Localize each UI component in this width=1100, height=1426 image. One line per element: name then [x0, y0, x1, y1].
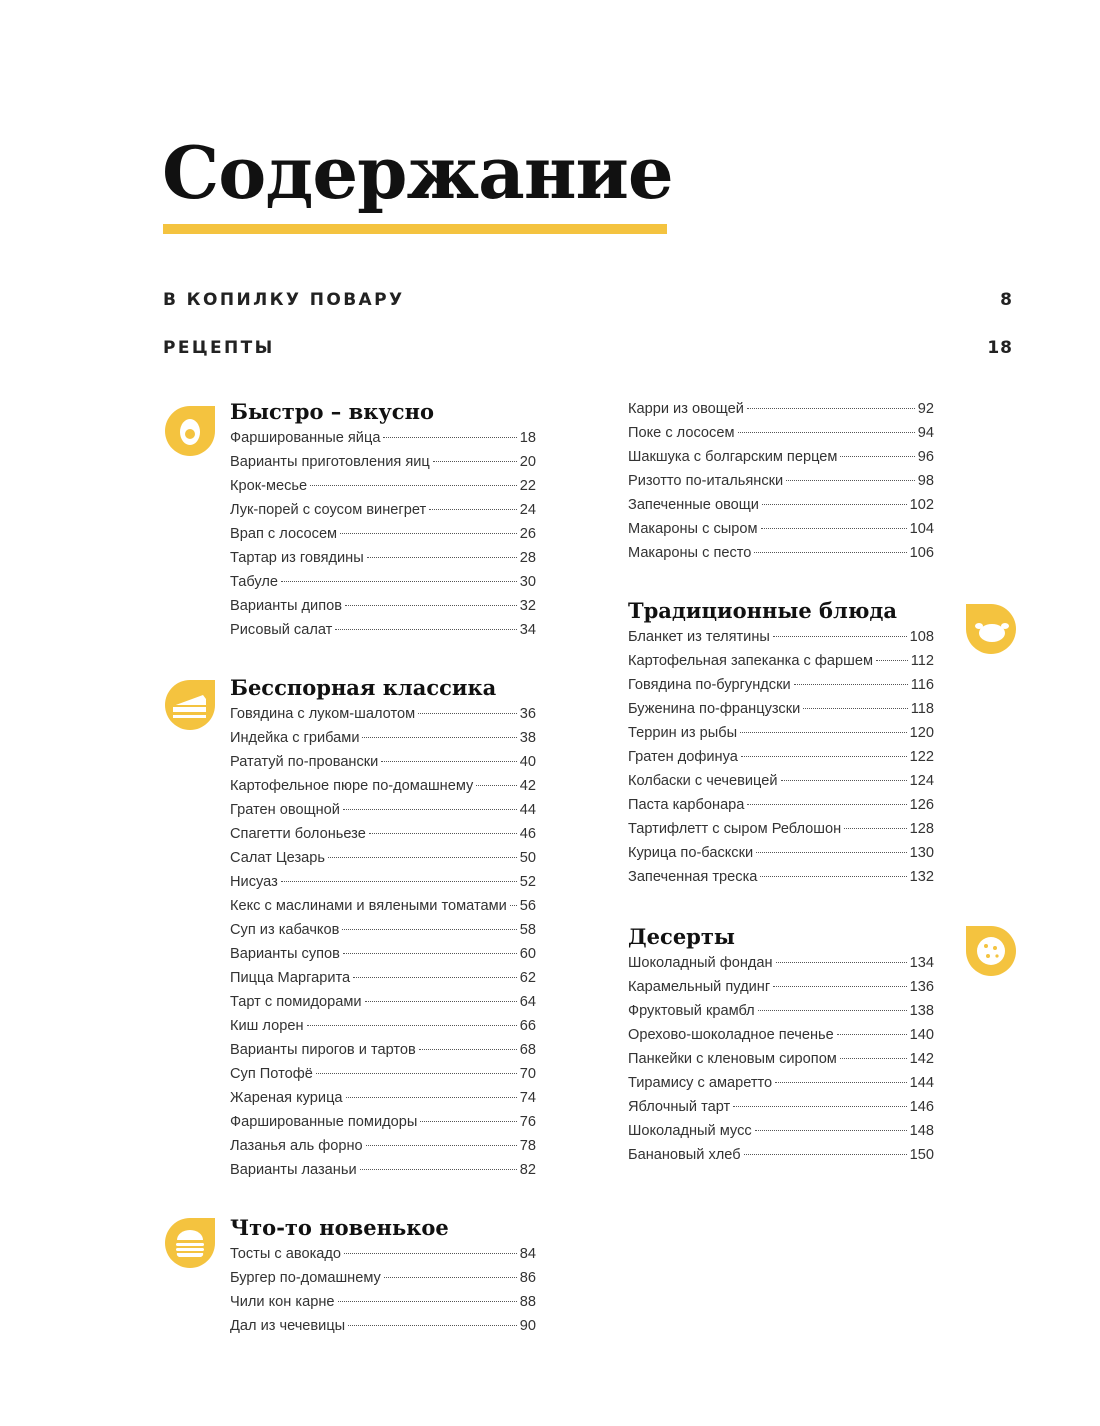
- entry-title: Лук-порей с соусом винегрет: [230, 502, 427, 518]
- toc-entry[interactable]: [230, 798, 536, 822]
- dot-leader: [773, 636, 907, 637]
- dot-leader: [429, 509, 517, 510]
- entry-page-number: 30: [519, 574, 536, 590]
- dot-leader: [744, 1154, 907, 1155]
- entry-title: Банановый хлеб: [628, 1147, 741, 1163]
- entry-page-number: 98: [917, 473, 934, 489]
- entry-title: Фаршированные яйца: [230, 430, 381, 446]
- dot-leader: [762, 504, 907, 505]
- entry-title: Паста карбонара: [628, 797, 745, 813]
- toc-entry[interactable]: [628, 445, 934, 469]
- entry-title: Макароны с песто: [628, 545, 752, 561]
- entry-title: Суп Потофё: [230, 1066, 313, 1082]
- section-continued: [628, 397, 934, 565]
- entry-title: Буженина по-французски: [628, 701, 801, 717]
- entry-page-number: 104: [909, 521, 934, 537]
- toc-entry[interactable]: [628, 1143, 934, 1167]
- dot-leader: [840, 456, 914, 457]
- section-desserts: [628, 923, 934, 1167]
- entry-title: Бургер по-домашнему: [230, 1270, 381, 1286]
- toc-entry[interactable]: [628, 951, 934, 975]
- entry-title: Фаршированные помидоры: [230, 1114, 418, 1130]
- entry-page-number: 36: [519, 706, 536, 722]
- toc-entry-recipes[interactable]: [163, 336, 1013, 360]
- entry-title: Варианты супов: [230, 946, 340, 962]
- entry-title: Варианты пирогов и тартов: [230, 1042, 416, 1058]
- section-new: [230, 1214, 536, 1338]
- section-title: Что-то новенькое: [230, 1215, 449, 1240]
- entry-page-number: 108: [909, 629, 934, 645]
- entry-title: Кекс с маслинами и вялеными томатами: [230, 898, 507, 914]
- entry-title: Макароны с сыром: [628, 521, 758, 537]
- toc-entry[interactable]: [230, 1014, 536, 1038]
- entry-title: Панкейки с кленовым сиропом: [628, 1051, 837, 1067]
- entry-title: Говядина с луком-шалотом: [230, 706, 416, 722]
- entry-page-number: 106: [909, 545, 934, 561]
- dot-leader: [747, 804, 906, 805]
- toc-entry[interactable]: [230, 450, 536, 474]
- dot-leader: [316, 1073, 517, 1074]
- dot-leader: [366, 1145, 517, 1146]
- toc-entry[interactable]: [628, 1071, 934, 1095]
- entry-page-number: 46: [519, 826, 536, 842]
- entry-title: Киш лорен: [230, 1018, 304, 1034]
- entry-page-number: 138: [909, 1003, 934, 1019]
- entry-title: Варианты дипов: [230, 598, 342, 614]
- dot-leader: [476, 785, 516, 786]
- dot-leader: [365, 1001, 517, 1002]
- entry-page-number: 28: [519, 550, 536, 566]
- toc-entry[interactable]: [628, 397, 934, 421]
- toc-entry-label: В КОПИЛКУ ПОВАРУ: [163, 290, 405, 310]
- entry-title: Карамельный пудинг: [628, 979, 771, 995]
- toc-entry[interactable]: [628, 541, 934, 565]
- dot-leader: [360, 1169, 517, 1170]
- dot-leader: [362, 737, 516, 738]
- dot-leader: [367, 557, 517, 558]
- dot-leader: [761, 528, 907, 529]
- entry-title: Жареная курица: [230, 1090, 343, 1106]
- entry-page-number: 74: [519, 1090, 536, 1106]
- toc-entry[interactable]: [628, 999, 934, 1023]
- dot-leader: [510, 905, 517, 906]
- toc-entry[interactable]: [230, 774, 536, 798]
- toc-entry[interactable]: [230, 1314, 536, 1338]
- dot-leader: [837, 1034, 907, 1035]
- entry-page-number: 22: [519, 478, 536, 494]
- toc-entry[interactable]: [230, 846, 536, 870]
- toc-entry[interactable]: [230, 894, 536, 918]
- entry-title: Тарт с помидорами: [230, 994, 362, 1010]
- recipe-list: [230, 702, 536, 1182]
- entry-page-number: 124: [909, 773, 934, 789]
- entry-page-number: 112: [910, 653, 934, 669]
- entry-page-number: 60: [519, 946, 536, 962]
- toc-entry[interactable]: [628, 841, 934, 865]
- toc-entry[interactable]: [628, 625, 934, 649]
- section-title: Традиционные блюда: [628, 598, 898, 623]
- dot-leader: [754, 552, 906, 553]
- dot-leader: [335, 629, 516, 630]
- entry-page-number: 52: [519, 874, 536, 890]
- entry-title: Спагетти болоньезе: [230, 826, 366, 842]
- toc-entry[interactable]: [628, 1119, 934, 1143]
- entry-title: Гратен овощной: [230, 802, 340, 818]
- dot-leader: [353, 977, 517, 978]
- toc-entry[interactable]: [628, 517, 934, 541]
- entry-page-number: 56: [519, 898, 536, 914]
- entry-page-number: 84: [519, 1246, 536, 1262]
- entry-page-number: 34: [519, 622, 536, 638]
- entry-page-number: 40: [519, 754, 536, 770]
- entry-page-number: 96: [917, 449, 934, 465]
- entry-page-number: 146: [909, 1099, 934, 1115]
- entry-page-number: 86: [519, 1270, 536, 1286]
- dot-leader: [348, 1325, 517, 1326]
- entry-page-number: 142: [909, 1051, 934, 1067]
- entry-page-number: 150: [909, 1147, 934, 1163]
- entry-title: Табуле: [230, 574, 279, 590]
- entry-title: Тирамису с амаретто: [628, 1075, 773, 1091]
- section-title: Десерты: [628, 924, 735, 949]
- dot-leader: [384, 1277, 517, 1278]
- dot-leader: [756, 852, 907, 853]
- toc-entry[interactable]: [230, 1086, 536, 1110]
- toc-entry[interactable]: [628, 817, 934, 841]
- toc-entry[interactable]: [230, 1266, 536, 1290]
- dot-leader: [281, 881, 517, 882]
- toc-entry[interactable]: [230, 942, 536, 966]
- entry-page-number: 88: [519, 1294, 536, 1310]
- toc-entry[interactable]: [628, 1047, 934, 1071]
- entry-title: Карри из овощей: [628, 401, 744, 417]
- toc-entry-page: 18: [987, 338, 1013, 358]
- recipe-list: [628, 625, 934, 889]
- entry-title: Яблочный тарт: [628, 1099, 731, 1115]
- dot-leader: [747, 408, 915, 409]
- entry-page-number: 136: [909, 979, 934, 995]
- toc-entry[interactable]: [230, 870, 536, 894]
- toc-entry[interactable]: [230, 498, 536, 522]
- dot-leader: [794, 684, 908, 685]
- entry-title: Шакшука с болгарским перцем: [628, 449, 838, 465]
- entry-title: Варианты лазаньи: [230, 1162, 357, 1178]
- toc-entry[interactable]: [230, 702, 536, 726]
- entry-title: Врап с лососем: [230, 526, 338, 542]
- entry-page-number: 140: [909, 1027, 934, 1043]
- entry-page-number: 82: [519, 1162, 536, 1178]
- entry-page-number: 24: [519, 502, 536, 518]
- entry-page-number: 128: [909, 821, 934, 837]
- toc-entry[interactable]: [628, 421, 934, 445]
- entry-page-number: 44: [519, 802, 536, 818]
- entry-page-number: 120: [909, 725, 934, 741]
- entry-page-number: 38: [519, 730, 536, 746]
- dot-leader: [369, 833, 517, 834]
- entry-title: Салат Цезарь: [230, 850, 325, 866]
- dot-leader: [383, 437, 516, 438]
- entry-title: Запеченная треска: [628, 869, 758, 885]
- entry-title: Террин из рыбы: [628, 725, 738, 741]
- dot-leader: [381, 761, 516, 762]
- entry-title: Рисовый салат: [230, 622, 333, 638]
- toc-entry[interactable]: [628, 493, 934, 517]
- entry-title: Ризотто по-итальянски: [628, 473, 784, 489]
- recipe-list: [230, 1242, 536, 1338]
- entry-page-number: 18: [519, 430, 536, 446]
- entry-title: Тартифлетт с сыром Реблошон: [628, 821, 842, 837]
- entry-page-number: 50: [519, 850, 536, 866]
- dot-leader: [338, 1301, 517, 1302]
- dot-leader: [418, 713, 517, 714]
- page-title: Содержание: [162, 130, 673, 215]
- dot-leader: [343, 809, 517, 810]
- entry-title: Индейка с грибами: [230, 730, 360, 746]
- entry-page-number: 42: [519, 778, 536, 794]
- toc-entry[interactable]: [628, 793, 934, 817]
- entry-title: Бланкет из телятины: [628, 629, 770, 645]
- dot-leader: [786, 480, 915, 481]
- toc-entry[interactable]: [230, 570, 536, 594]
- dot-leader: [345, 605, 517, 606]
- dot-leader: [741, 756, 907, 757]
- burger-icon: [163, 1216, 217, 1270]
- entry-title: Варианты приготовления яиц: [230, 454, 430, 470]
- entry-title: Поке с лососем: [628, 425, 735, 441]
- dot-leader: [876, 660, 908, 661]
- toc-entry[interactable]: [230, 822, 536, 846]
- toc-entry[interactable]: [230, 618, 536, 642]
- entry-title: Шоколадный мусс: [628, 1123, 752, 1139]
- section-title: Бесспорная классика: [230, 675, 497, 700]
- dot-leader: [803, 708, 908, 709]
- toc-entry-page: 8: [1000, 290, 1013, 310]
- dot-leader: [307, 1025, 517, 1026]
- dot-leader: [755, 1130, 907, 1131]
- entry-title: Колбаски с чечевицей: [628, 773, 778, 789]
- toc-entry[interactable]: [230, 918, 536, 942]
- entry-page-number: 144: [909, 1075, 934, 1091]
- toc-entry-chef-tips[interactable]: [163, 288, 1013, 312]
- toc-entry[interactable]: [230, 522, 536, 546]
- toc-right-column: [628, 397, 934, 1167]
- toc-entry[interactable]: [230, 1242, 536, 1266]
- entry-page-number: 64: [519, 994, 536, 1010]
- entry-page-number: 76: [519, 1114, 536, 1130]
- entry-page-number: 26: [519, 526, 536, 542]
- entry-title: Орехово-шоколадное печенье: [628, 1027, 834, 1043]
- egg-icon: [163, 404, 217, 458]
- entry-title: Нисуаз: [230, 874, 278, 890]
- entry-page-number: 126: [909, 797, 934, 813]
- entry-page-number: 148: [909, 1123, 934, 1139]
- toc-entry-label: РЕЦЕПТЫ: [163, 338, 275, 358]
- entry-page-number: 118: [910, 701, 934, 717]
- entry-title: Рататуй по-провански: [230, 754, 379, 770]
- dot-leader: [776, 962, 907, 963]
- entry-page-number: 78: [519, 1138, 536, 1154]
- dot-leader: [738, 432, 915, 433]
- entry-title: Суп из кабачков: [230, 922, 340, 938]
- entry-page-number: 116: [910, 677, 934, 693]
- entry-page-number: 20: [519, 454, 536, 470]
- entry-title: Крок-месье: [230, 478, 308, 494]
- entry-title: Фруктовый крамбл: [628, 1003, 755, 1019]
- toc-entry[interactable]: [628, 1095, 934, 1119]
- dot-leader: [343, 953, 517, 954]
- entry-title: Тартар из говядины: [230, 550, 364, 566]
- toc-entry[interactable]: [230, 990, 536, 1014]
- entry-title: Картофельное пюре по-домашнему: [230, 778, 474, 794]
- dot-leader: [328, 857, 517, 858]
- dot-leader: [840, 1058, 907, 1059]
- toc-entry[interactable]: [230, 1134, 536, 1158]
- dot-leader: [419, 1049, 517, 1050]
- toc-entry[interactable]: [230, 966, 536, 990]
- toc-entry[interactable]: [230, 546, 536, 570]
- toc-entry[interactable]: [230, 1290, 536, 1314]
- toc-entry[interactable]: [628, 745, 934, 769]
- entry-page-number: 122: [909, 749, 934, 765]
- toc-entry[interactable]: [628, 865, 934, 889]
- entry-page-number: 134: [909, 955, 934, 971]
- entry-title: Картофельная запеканка с фаршем: [628, 653, 873, 669]
- section-traditional: [628, 597, 934, 889]
- entry-title: Запеченные овощи: [628, 497, 759, 513]
- title-underline: [163, 224, 667, 234]
- entry-page-number: 90: [519, 1318, 536, 1334]
- entry-title: Дал из чечевицы: [230, 1318, 346, 1334]
- dot-leader: [433, 461, 517, 462]
- cookie-icon: [964, 924, 1018, 978]
- dot-leader: [340, 533, 517, 534]
- recipe-list: [628, 397, 934, 565]
- entry-page-number: 132: [909, 869, 934, 885]
- section-quick: [230, 398, 536, 642]
- toc-entry[interactable]: [628, 769, 934, 793]
- dot-leader: [758, 1010, 907, 1011]
- roast-chicken-icon: [964, 602, 1018, 656]
- entry-page-number: 102: [909, 497, 934, 513]
- entry-page-number: 66: [519, 1018, 536, 1034]
- dot-leader: [420, 1121, 516, 1122]
- entry-title: Гратен дофинуа: [628, 749, 738, 765]
- toc-entry[interactable]: [628, 721, 934, 745]
- dot-leader: [733, 1106, 906, 1107]
- dot-leader: [344, 1253, 517, 1254]
- cake-slice-icon: [163, 678, 217, 732]
- section-title: Быстро – вкусно: [230, 399, 434, 424]
- entry-page-number: 68: [519, 1042, 536, 1058]
- toc-entry[interactable]: [230, 1062, 536, 1086]
- toc-entry[interactable]: [230, 1038, 536, 1062]
- dot-leader: [773, 986, 906, 987]
- toc-entry[interactable]: [628, 649, 934, 673]
- toc-entry[interactable]: [628, 1023, 934, 1047]
- entry-page-number: 58: [519, 922, 536, 938]
- toc-entry[interactable]: [230, 1158, 536, 1182]
- entry-page-number: 70: [519, 1066, 536, 1082]
- toc-entry[interactable]: [230, 726, 536, 750]
- entry-title: Говядина по-бургундски: [628, 677, 791, 693]
- entry-title: Пицца Маргарита: [230, 970, 351, 986]
- toc-entry[interactable]: [230, 594, 536, 618]
- toc-entry[interactable]: [230, 750, 536, 774]
- toc-entry[interactable]: [628, 673, 934, 697]
- section-classic: [230, 674, 536, 1182]
- entry-title: Шоколадный фондан: [628, 955, 773, 971]
- dot-leader: [346, 1097, 517, 1098]
- entry-title: Лазанья аль форно: [230, 1138, 363, 1154]
- toc-entry[interactable]: [628, 975, 934, 999]
- dot-leader: [844, 828, 906, 829]
- dot-leader: [781, 780, 907, 781]
- dot-leader: [775, 1082, 906, 1083]
- entry-page-number: 62: [519, 970, 536, 986]
- entry-page-number: 92: [917, 401, 934, 417]
- entry-title: Чили кон карне: [230, 1294, 335, 1310]
- dot-leader: [342, 929, 516, 930]
- recipe-list: [628, 951, 934, 1167]
- dot-leader: [760, 876, 906, 877]
- dot-leader: [281, 581, 517, 582]
- entry-page-number: 32: [519, 598, 536, 614]
- entry-title: Тосты с авокадо: [230, 1246, 342, 1262]
- toc-entry[interactable]: [230, 426, 536, 450]
- toc-entry[interactable]: [628, 469, 934, 493]
- toc-entry[interactable]: [628, 697, 934, 721]
- toc-entry[interactable]: [230, 474, 536, 498]
- dot-leader: [310, 485, 517, 486]
- recipe-list: [230, 426, 536, 642]
- dot-leader: [740, 732, 907, 733]
- toc-entry[interactable]: [230, 1110, 536, 1134]
- entry-page-number: 130: [909, 845, 934, 861]
- entry-title: Курица по-баскски: [628, 845, 754, 861]
- entry-page-number: 94: [917, 425, 934, 441]
- toc-left-column: [230, 398, 536, 1338]
